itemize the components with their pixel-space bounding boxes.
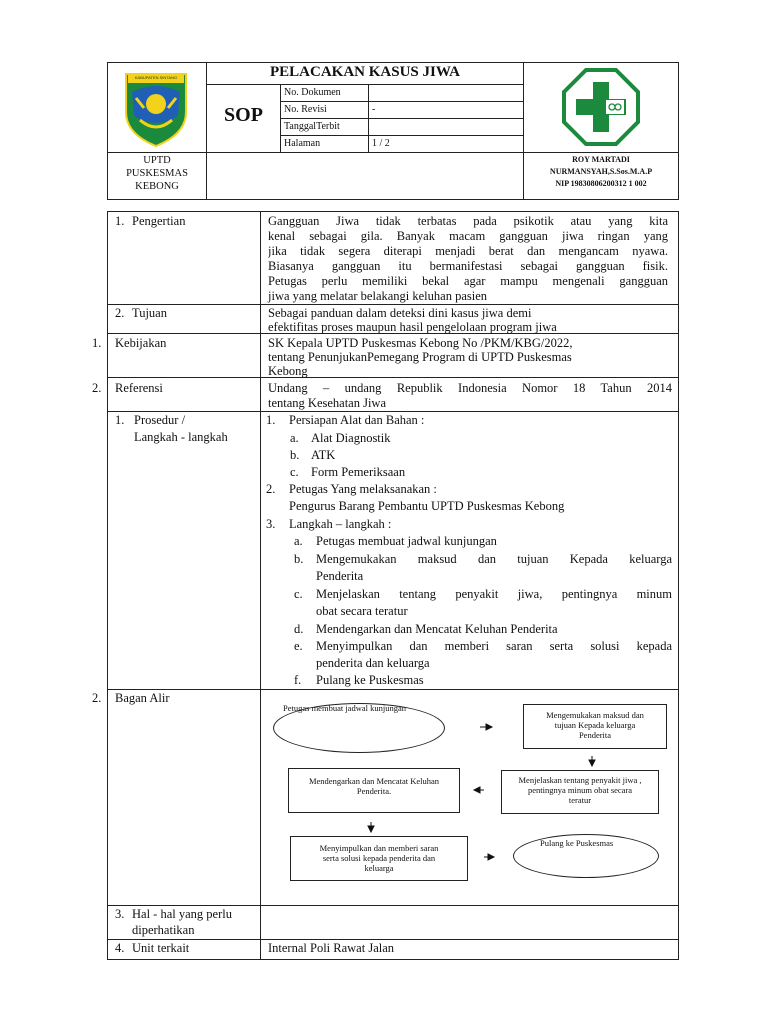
step-item: Mendengarkan dan Mencatat Keluhan Penderita [316, 622, 558, 636]
section-label-bagan-alir: Bagan Alir [115, 691, 170, 705]
step-item: Petugas membuat jadwal kunjungan [316, 534, 497, 548]
org-name-line2: PUSKESMAS [126, 168, 188, 179]
flow-node-start-label: Petugas membuat jadwal kunjungan [283, 703, 406, 713]
section-number: 1. [115, 413, 125, 427]
unit-terkait-value: Internal Poli Rawat Jalan [268, 941, 395, 955]
step-text: Pengurus Barang Pembantu UPTD Puskesmas Kebong [289, 499, 565, 513]
pengertian-line: jiwa yang melatar belakangi keluhan pasien [268, 289, 488, 303]
field-value-no-revisi: - [372, 104, 376, 115]
field-label-tanggal-terbit: TanggalTerbit [284, 121, 340, 132]
step-number: 1. [266, 413, 276, 427]
step-item-cont: obat secara teratur [316, 604, 408, 618]
step-marker: c. [290, 465, 299, 479]
step-marker: c. [294, 587, 303, 601]
flow-node-2-label: Penderita [578, 730, 612, 740]
field-label-halaman: Halaman [284, 138, 321, 149]
section-label-tujuan: Tujuan [132, 306, 167, 320]
section-number: 2. [92, 381, 102, 395]
arrowhead [474, 787, 480, 793]
section-number: 4. [115, 941, 125, 955]
pengertian-line: Petugas perlu memiliki bekal agar mampu mengenali gangguan [268, 274, 668, 288]
section-label-kebijakan: Kebijakan [115, 336, 167, 350]
flow-node-5-label: keluarga [364, 863, 394, 873]
section-label-referensi: Referensi [115, 381, 163, 395]
step-marker: b. [290, 448, 300, 462]
flow-node-4-label: Penderita. [356, 786, 392, 796]
signer-title: NURMANSYAH,S.Sos.M.A.P [549, 167, 653, 176]
field-value-halaman: 1 / 2 [372, 138, 390, 149]
field-label-no-revisi: No. Revisi [284, 104, 327, 115]
page-title: PELACAKAN KASUS JIWA [269, 64, 461, 80]
step-item: Form Pemeriksaan [311, 465, 406, 479]
section-number: 3. [115, 907, 125, 921]
step-title: Persiapan Alat dan Bahan : [289, 413, 425, 427]
step-item-cont: penderita dan keluarga [316, 656, 430, 670]
kebijakan-line: SK Kepala UPTD Puskesmas Kebong No /PKM/KBG/2022, [268, 336, 573, 350]
pengertian-line: Gangguan Jiwa tidak terbatas pada psikotik atau yang kita [268, 214, 668, 228]
field-label-no-dokumen: No. Dokumen [284, 87, 341, 98]
sop-label: SOP [224, 104, 263, 126]
kebijakan-line: tentang PenunjukanPemegang Program di UPTD Puskesmas [268, 350, 572, 364]
flow-node-3-label: teratur [568, 795, 592, 805]
org-name-line1: UPTD [143, 155, 171, 166]
step-marker: d. [294, 622, 304, 636]
step-item: Menyimpulkan dan memberi saran serta solusi kepada [316, 639, 672, 653]
pengertian-line: kenal sebagai gila. Banyak macam gangguan jiwa ringan yang [268, 229, 668, 243]
flow-node-5-label: serta solusi kepada penderita dan [322, 853, 436, 863]
step-marker: a. [294, 534, 303, 548]
step-number: 2. [266, 482, 276, 496]
step-item: ATK [311, 448, 336, 462]
flow-node-3-label: Menjelaskan tentang penyakit jiwa , [518, 775, 642, 785]
referensi-line: tentang Kesehatan Jiwa [268, 396, 387, 410]
flow-node-2-label: Mengemukakan maksud dan [546, 710, 644, 720]
flow-node-5-label: Menyimpulkan dan memberi saran [319, 843, 439, 853]
section-label-unit-terkait: Unit terkait [132, 941, 190, 955]
step-title: Langkah – langkah : [289, 517, 392, 531]
step-marker: e. [294, 639, 303, 653]
flow-node-end-label: Pulang ke Puskesmas [540, 838, 614, 848]
section-label-pengertian: Pengertian [132, 214, 186, 228]
step-item: Mengemukakan maksud dan tujuan Kepada keluarga [316, 552, 672, 566]
section-label-hal: Hal - hal yang perlu [132, 907, 232, 921]
flow-node-2-label: tujuan Kepada keluarga [554, 720, 636, 730]
pengertian-line: Biasanya gangguan itu bermanifestasi sebagai gangguan fisik. [268, 259, 668, 273]
tujuan-line: efektifitas proses maupun hasil pengelolaan program jiwa [268, 320, 557, 334]
section-number: 1. [115, 214, 125, 228]
flow-node-3-label: pentingnya minum obat secara [527, 785, 633, 795]
pengertian-line: jika tidak segera diterapi menjadi berat dan mengancam nyawa. [268, 244, 668, 258]
step-item-cont: Penderita [316, 569, 364, 583]
org-name-line3: KEBONG [135, 181, 179, 192]
section-number: 2. [115, 306, 125, 320]
arrowhead [486, 724, 492, 730]
flow-node-4-label: Mendengarkan dan Mencatat Keluhan [308, 776, 440, 786]
section-label-langkah: Langkah - langkah [134, 430, 228, 444]
step-item: Pulang ke Puskesmas [316, 673, 424, 687]
step-title: Petugas Yang melaksanakan : [289, 482, 437, 496]
arrowhead [368, 826, 374, 832]
arrowhead [589, 760, 595, 766]
step-item: Menjelaskan tentang penyakit jiwa, pentingnya minum [316, 587, 672, 601]
step-marker: a. [290, 431, 299, 445]
step-number: 3. [266, 517, 276, 531]
step-marker: f. [294, 673, 302, 687]
step-item: Alat Diagnostik [311, 431, 391, 445]
section-number: 1. [92, 336, 102, 350]
kebijakan-line: Kebong [268, 364, 308, 378]
tujuan-line: Sebagai panduan dalam deteksi dini kasus jiwa demi [268, 306, 532, 320]
district-logo-text: KABUPATEN SINTANG [134, 75, 178, 80]
section-label-prosedur: Prosedur / [134, 413, 186, 427]
arrowhead [488, 854, 494, 860]
section-number: 2. [92, 691, 102, 705]
referensi-line: Undang – undang Republik Indonesia Nomor 18 Tahun 2014 [268, 381, 672, 395]
signer-nip: NIP 19830806200312 1 002 [555, 179, 647, 188]
section-label-hal-cont: diperhatikan [132, 923, 195, 937]
step-marker: b. [294, 552, 304, 566]
signer-name: ROY MARTADI [572, 155, 630, 164]
